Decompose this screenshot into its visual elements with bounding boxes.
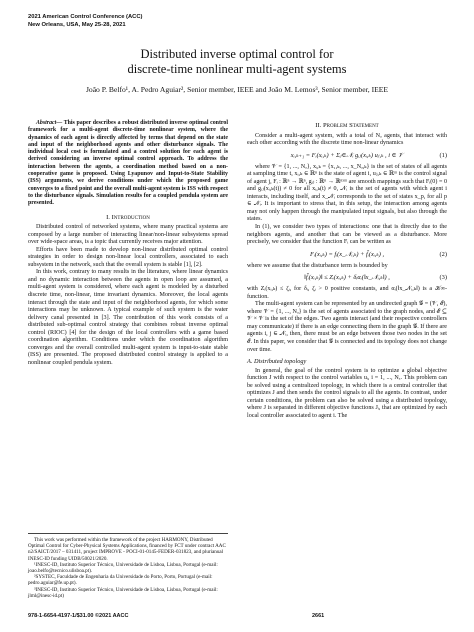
equation-3 (247, 273, 447, 283)
problem-paragraph-1: Consider a multi-agent system, with a total of Nₐ agents, that interact with each other according with the discrete time non-linear dynamics (247, 132, 447, 147)
author-list: João P. Belfo¹, A. Pedro Aguiar², Senior member, IEEE and João M. Lemos³, Senior member, IEEE (85, 85, 389, 94)
problem-paragraph-7: In general, the goal of the control system is to optimize a global objective function J with respect to the control variables uᵢ, i = 1, ..., Nₐ. This problem can be solved using a centralized topology, in which there is a central controller that optimizes J and then sends the control signals to all the agents. In contrast, under certain conditions, the problem can also be solved using a distributed topology, where J is separated in different objective functions Jᵢ, that are optimized by each local controller associated to agent i. The (247, 367, 447, 419)
footnote-funding: This work was performed within the framework of the project HARMONY, Distributed Optimal Control for Cyber-Physical Systems Applications, financed by FCT under contract AAC n2/SAICT/2017 – 031411, project IMPROVE - POCI-01-0145-FEDER-031823, and plurianual INESC-ID funding UIDB/50021/2020. (28, 537, 226, 562)
problem-paragraph-4: where we assume that the disturbance term is bounded by (247, 262, 388, 269)
intro-paragraph-1: Distributed control of networked systems, where many practical systems are composed by a large number of interacting linear/non-linear subsystems spread over wide-space areas, is a topic that currently receives major attention. (28, 224, 228, 246)
equation-2-number: (2) (439, 250, 447, 258)
footnote-author-1: ¹INESC-ID, Instituto Superior Técnico, Universidade de Lisboa, Lisboa, Portugal (e-mail: joao.belfo@tecnico.ulisboa.pt). (28, 561, 218, 575)
abstract-lead: Abstract (36, 120, 57, 126)
footnote-author-3: ³INESC-ID, Instituto Superior Técnico, Universidade de Lisboa, Lisboa, Portugal (e-mail: jlml@inesc-id.pt) (28, 586, 218, 599)
equation-1 (247, 151, 447, 161)
equation-2-body: Fᵢ(xᵢ,ₖ) = fᵢ(x_𝒩ᵢ,ₖ) + f̃ᵢ(xᵢ,ₖ) , (309, 250, 385, 258)
abstract (28, 120, 228, 208)
problem-paragraph-5: with Zᵢ(xᵢ,ₖ) ≤ ζᵢ, for δᵢ, ζᵢ > 0 positive constants, and αᵢ(‖x_𝒩ᵢ,ₖ‖) is a 𝒦∞-function. (247, 286, 447, 300)
intro-paragraph-2: Efforts have been made to develop non-linear distributed optimal control strategies in order to design non-linear local controllers, associated to each subsystem in the network, such that the overall system is stable [1], [2]. (28, 246, 228, 268)
title-line-1: Distributed inverse optimal control for (140, 47, 334, 61)
conference-name: 2021 American Control Conference (ACC) (28, 14, 143, 20)
intro-heading: I. Introduction (106, 213, 150, 221)
problem-paragraph-6: The multi-agent system can be represented by an undirected graph 𝒢 = (𝒱, ℰ), where 𝒱 = {1, ..., Nₐ} is the set of agents associated to the graph nodes, and ℰ ⊆ 𝒱 × 𝒱 is the set of the edges. Two agents interact (and their respective controllers may communicate) if there is an edge connecting them in the graph 𝒢. If there are agents i, j ∈ 𝒩ᵢ, then, there must be an edge between those two nodes in the set ℰ. In this paper, we consider that 𝒢 is connected and its topology does not change over time. (247, 301, 447, 353)
right-column (247, 120, 447, 421)
problem-heading: II. Problem Statement (315, 122, 379, 129)
equation-1-number: (1) (439, 151, 447, 159)
equation-1-body: xᵢ,ₖ₊₁ = Fᵢ(xᵢ,ₖ) + Σⱼ∈𝒩ᵢ gᵢⱼ(xᵢ,ₖ) uⱼ,ₖ , i ∈ 𝒱 (290, 151, 404, 159)
equation-3-body: ‖f̃ᵢ(xᵢ,ₖ)‖ ≤ Zᵢ(xᵢ,ₖ) + δᵢαᵢ(‖x_𝒩ᵢ,ₖ‖) , (304, 274, 390, 282)
subsection-heading: A. Distributed topology (247, 358, 307, 366)
problem-paragraph-3: In (1), we consider two types of interactions: one that is directly due to the neighbors agents, and another that can be viewed as a disturbance. More precisely, we consider that the function Fᵢ can be written as (247, 224, 447, 246)
paper-title (0, 47, 474, 77)
conference-header (28, 14, 142, 29)
conference-location: New Orleans, USA, May 25-28, 2021 (28, 21, 126, 28)
page-number: 2661 (312, 613, 325, 619)
footnote-author-2: ²SYSTEC, Faculdade de Engenharia da Universidade do Porto, Porto, Portugal (e-mail: pedro.aguiar@fe.up.pt). (28, 574, 213, 587)
intro-paragraph-3: In this work, contrary to many results in the literature, where linear dynamics and no dynamic interaction between the agents in open loop are assumed, a multi-agent system is considered, where each agent is modeled by a disturbed discrete time, non-linear, time invariant dynamics. Moreover, the local agents interact through the state and input of the neighborhood agents, for which some interactions may be unknown. A typical example of such system is the water delivery canal presented in [3]. The contribution of this work consists of a distributed sub-optimal control strategy that combines robust inverse optimal control (RIOC) [4] for the design of the local controllers with a game based coordination algorithm. Conditions under which the coordination algorithm converges and the overall controlled multi-agent system is input-to-state stable (ISS) are presented. The proposed distributed control strategy is applied to a nonlinear coupled pendula system. (28, 269, 228, 366)
footnotes (28, 533, 228, 599)
abstract-text: — This paper describes a robust distributed inverse optimal control framework for a multi-agent discrete-time nonlinear system, where the dynamics of each agent is directly affected by terms that depend on the state and input of the neighborhood agents and other disturbance signals. The individual local cost is formulated and a control solution for each agent is derived considering an inverse optimal control approach. To address the interaction between the agents, a coordination method based on a non-cooperative game is proposed. Using Lyapunov and Input-to-State Stability (ISS) arguments, we derive conditions under which the proposed game converges to a fixed point and the overall multi-agent system is ISS with respect to the disturbance signals. Simulation results for a coupled pendula system are presented. (28, 120, 228, 207)
equation-3-number: (3) (439, 274, 447, 282)
copyright-line: 978-1-6654-4197-1/$31.00 ©2021 AACC (28, 613, 129, 619)
left-column (28, 120, 228, 368)
equation-2 (247, 250, 447, 260)
problem-paragraph-2: where 𝒱 = {1, ..., Nₐ}, xᵢ,ₖ = {x₁,ₖ, ..., x_Nₐ,ₖ} is the set of states of all agents at sampling time t, xᵢ,ₖ ∈ ℝⁿ is the state of agent i, uⱼ,ₖ ∈ ℝᵐ is the control signal of agent j, Fᵢ : ℝⁿ → ℝⁿ, gᵢⱼ : ℝⁿ → ℝⁿˣᵐ are smooth mappings such that Fᵢ(0) = 0 and gᵢⱼ(xᵢ,ₖ(t)) ≠ 0 for all xᵢ,ₖ(t) ≠ 0, 𝒩ᵢ is the set of agents with which agent i interacts, including itself, and x_𝒩ᵢ corresponds to the set of states x_p, for all p ∈ 𝒩ᵢ. It is important to stress that, in this setup, the interaction among agents may not only happen through the manipulated input signals, but also through the states. (247, 163, 447, 223)
title-line-2: discrete-time nonlinear multi-agent systems (127, 62, 347, 76)
